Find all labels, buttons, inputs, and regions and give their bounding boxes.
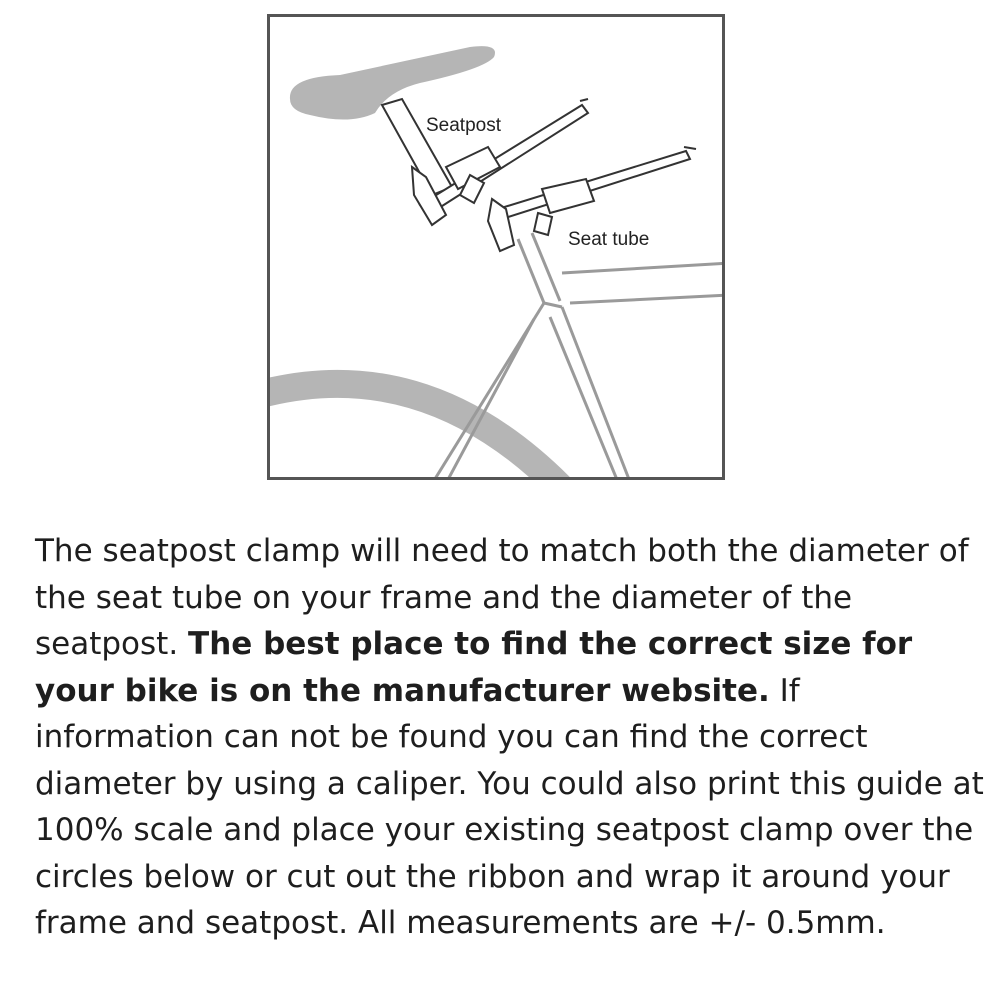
seat-tube-label: Seat tube: [568, 229, 650, 250]
instructions-paragraph: [35, 528, 985, 947]
rear-wheel-icon: [270, 384, 560, 477]
frame-tubes-icon: [430, 233, 722, 477]
bike-diagram-frame: [267, 14, 725, 480]
instructions-intro: The seatpost clamp will need to match both the diameter of the seat tube on your frame and the diameter of the seatpost.: [35, 533, 969, 662]
seatpost-label: Seatpost: [426, 115, 501, 136]
bike-illustration: [270, 17, 722, 477]
instructions-rest: If information can not be found you can find the correct diameter by using a caliper. You could also print this guide at 100% scale and place your existing seatpost clamp over the circles below or cut out the ribbon and wrap it around your frame and seatpost. All measurements are +/- 0.5mm.: [35, 672, 984, 941]
instructions-emphasis: The best place to find the correct size for your bike is on the manufacturer website.: [35, 626, 913, 709]
